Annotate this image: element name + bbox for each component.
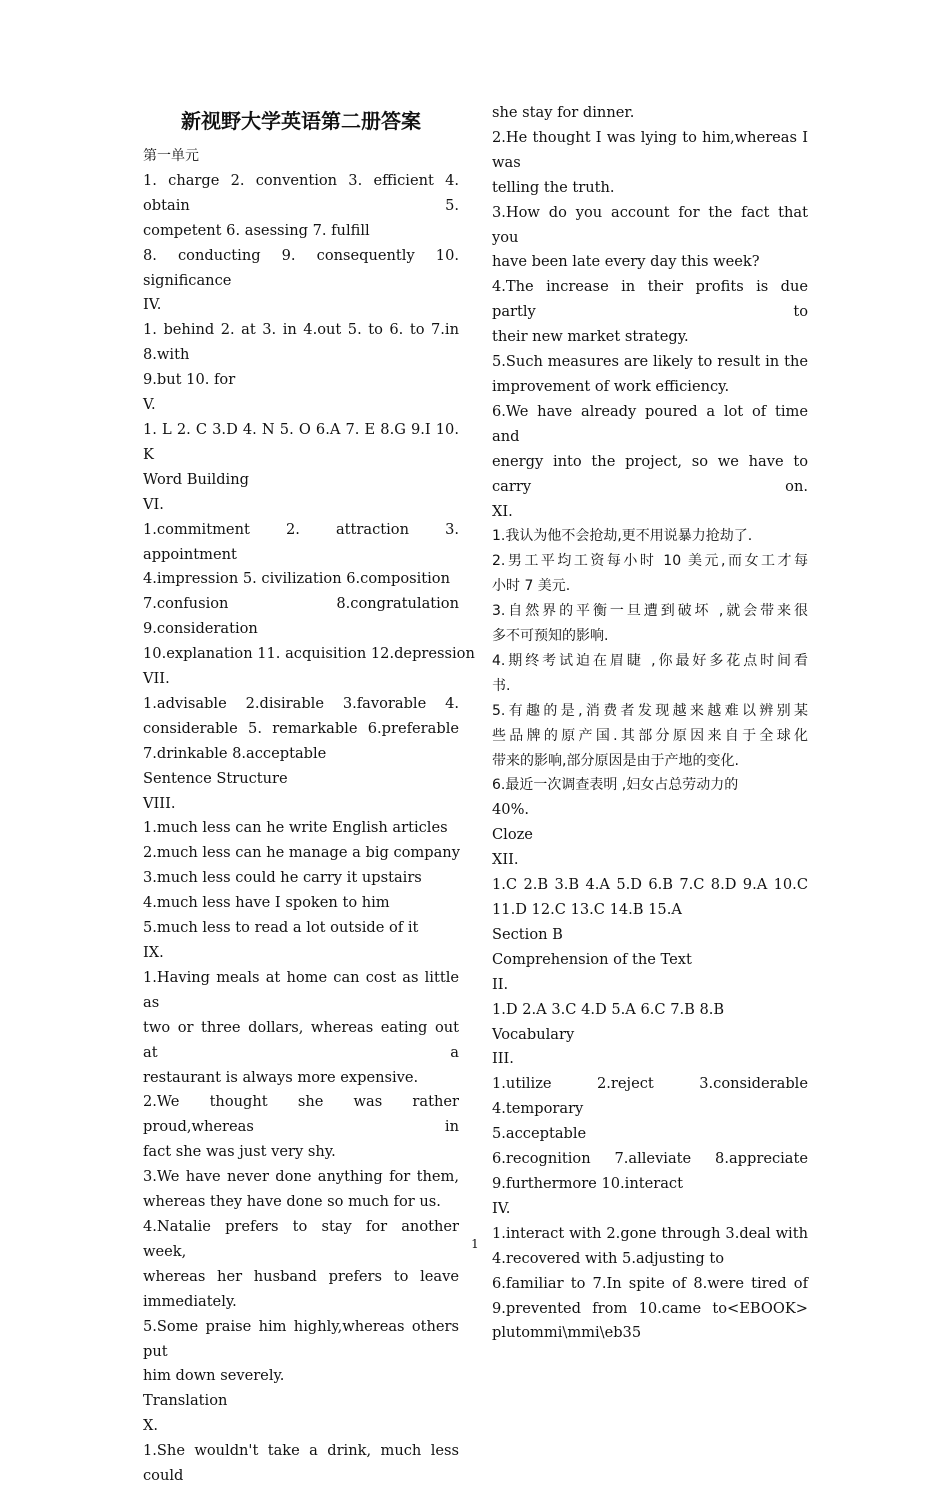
- text-line: whereas they have done so much for us.: [143, 1193, 441, 1211]
- text-line: 2.男工平均工资每小时 10 美元,而女工才每: [492, 553, 808, 570]
- text-line: energy into the project, so we have to carry on.: [492, 452, 808, 495]
- text-line: 1.much less can he write English articles: [143, 819, 448, 837]
- text-line: two or three dollars, whereas eating out at a: [143, 1018, 459, 1061]
- text-line: telling the truth.: [492, 178, 615, 196]
- text-line: 2.We thought she was rather proud,whereas in: [143, 1093, 459, 1136]
- text-line: 9.furthermore 10.interact: [492, 1174, 683, 1192]
- text-line: Word Building: [143, 470, 249, 488]
- text-line: 1.我认为他不会抢劫,更不用说暴力抢劫了.: [492, 528, 753, 545]
- text-line: IX.: [143, 944, 164, 961]
- text-line: 6.familiar to 7.In spite of 8.were tired of: [492, 1274, 808, 1292]
- text-line: their new market strategy.: [492, 328, 689, 346]
- text-line: VII.: [143, 670, 170, 688]
- text-line: 10.explanation 11. acquisition 12.depression: [143, 645, 475, 663]
- text-line: 9.prevented from 10.came to<EBOOK>: [492, 1299, 808, 1317]
- text-line: 6.recognition 7.alleviate 8.appreciate: [492, 1150, 808, 1168]
- text-line: XI.: [492, 502, 513, 520]
- text-line: 1.D 2.A 3.C 4.D 5.A 6.C 7.B 8.B: [492, 1000, 725, 1018]
- text-line: 1.advisable 2.disirable 3.favorable 4.: [143, 694, 459, 712]
- text-line: immediately.: [143, 1292, 237, 1310]
- text-line: V.: [143, 396, 156, 414]
- right-column: [492, 101, 808, 1346]
- text-line: improvement of work efficiency.: [492, 377, 730, 395]
- text-line: him down severely.: [143, 1367, 285, 1385]
- text-line: 1.Having meals at home can cost as little as: [143, 968, 459, 1011]
- text-line: 4.期终考试迫在眉睫 ,你最好多花点时间看: [492, 652, 808, 669]
- left-column: [143, 101, 475, 1489]
- text-line: 7.drinkable 8.acceptable: [143, 744, 327, 762]
- text-line: 7.confusion 8.congratulation 9.consideration: [143, 595, 459, 638]
- left-column-body: [143, 144, 475, 1489]
- text-line: 4.much less have I spoken to him: [143, 894, 390, 912]
- document-title: 新视野大学英语第二册答案: [181, 109, 421, 133]
- text-line: plutommi\mmi\eb35: [492, 1324, 642, 1342]
- text-line: 带来的影响,部分原因是由于产地的变化.: [492, 752, 739, 769]
- text-line: 5.acceptable: [492, 1125, 587, 1143]
- text-line: X.: [143, 1417, 159, 1435]
- text-line: 8. conducting 9. consequently 10. significance: [143, 246, 459, 289]
- text-line: 6.最近一次调查表明 ,妇女占总劳动力的: [492, 777, 739, 794]
- text-line: have been late every day this week?: [492, 253, 760, 271]
- text-line: 5.much less to read a lot outside of it: [143, 919, 419, 937]
- text-line: 些品牌的原产国.其部分原因来自于全球化: [492, 727, 808, 744]
- text-line: 3.We have never done anything for them,: [143, 1168, 459, 1186]
- text-line: Translation: [143, 1392, 228, 1410]
- text-line: 3.much less could he carry it upstairs: [143, 869, 422, 887]
- text-line: VI.: [143, 495, 164, 513]
- text-line: 40%.: [492, 801, 530, 819]
- text-line: 1. L 2. C 3.D 4. N 5. O 6.A 7. E 8.G 9.I 10. K: [143, 420, 459, 463]
- text-line: 3.How do you account for the fact that you: [492, 203, 808, 246]
- right-column-body: [492, 101, 808, 1346]
- text-line: considerable 5. remarkable 6.preferable: [143, 719, 459, 737]
- text-line: 小时 7 美元.: [492, 578, 571, 595]
- text-line: 1.utilize 2.reject 3.considerable 4.temporary: [492, 1075, 808, 1118]
- text-line: 2.much less can he manage a big company: [143, 844, 460, 862]
- text-line: fact she was just very shy.: [143, 1143, 336, 1161]
- text-line: 第一单元: [143, 148, 199, 164]
- text-line: II.: [492, 975, 509, 993]
- text-line: 4.impression 5. civilization 6.composition: [143, 570, 450, 588]
- text-line: 1. charge 2. convention 3. efficient 4. obtain 5.: [143, 171, 459, 214]
- text-line: 11.D 12.C 13.C 14.B 15.A: [492, 901, 682, 918]
- page-number: 1: [471, 1237, 479, 1251]
- text-line: IV.: [143, 296, 162, 314]
- text-line: 1.C 2.B 3.B 4.A 5.D 6.B 7.C 8.D 9.A 10.C: [492, 876, 808, 894]
- text-line: 1. behind 2. at 3. in 4.out 5. to 6. to 7.in 8.with: [143, 321, 459, 364]
- text-line: Section B: [492, 925, 563, 943]
- text-line: III.: [492, 1050, 514, 1068]
- text-line: 1.She wouldn't take a drink, much less could: [143, 1442, 459, 1485]
- text-line: 1.commitment 2. attraction 3. appointment: [143, 520, 459, 563]
- text-line: 9.but 10. for: [143, 371, 236, 389]
- text-line: Vocabulary: [492, 1025, 575, 1043]
- text-line: 3.自然界的平衡一旦遭到破坏 ,就会带来很: [492, 603, 808, 620]
- text-line: 6.We have already poured a lot of time and: [492, 402, 808, 445]
- text-line: competent 6. asessing 7. fulfill: [143, 221, 370, 239]
- text-line: she stay for dinner.: [492, 104, 635, 121]
- text-line: VIII.: [143, 794, 176, 812]
- text-line: 5.Some praise him highly,whereas others put: [143, 1317, 459, 1360]
- text-line: IV.: [492, 1199, 511, 1217]
- text-line: 4.recovered with 5.adjusting to: [492, 1249, 724, 1267]
- text-line: whereas her husband prefers to leave: [143, 1267, 459, 1285]
- text-line: 书.: [492, 677, 511, 694]
- text-line: 5.Such measures are likely to result in the: [492, 353, 808, 371]
- text-line: 1.interact with 2.gone through 3.deal with: [492, 1224, 808, 1242]
- text-line: XII.: [492, 851, 519, 869]
- text-line: 4.Natalie prefers to stay for another week,: [143, 1217, 459, 1260]
- text-line: restaurant is always more expensive.: [143, 1068, 419, 1086]
- text-line: 2.He thought I was lying to him,whereas I was: [492, 128, 808, 171]
- text-line: 5.有趣的是,消费者发现越来越难以辨别某: [492, 702, 808, 719]
- text-line: Comprehension of the Text: [492, 950, 692, 968]
- text-line: Sentence Structure: [143, 769, 288, 787]
- text-line: Cloze: [492, 826, 533, 844]
- text-line: 4.The increase in their profits is due partly to: [492, 278, 808, 321]
- text-line: 多不可预知的影响.: [492, 628, 609, 645]
